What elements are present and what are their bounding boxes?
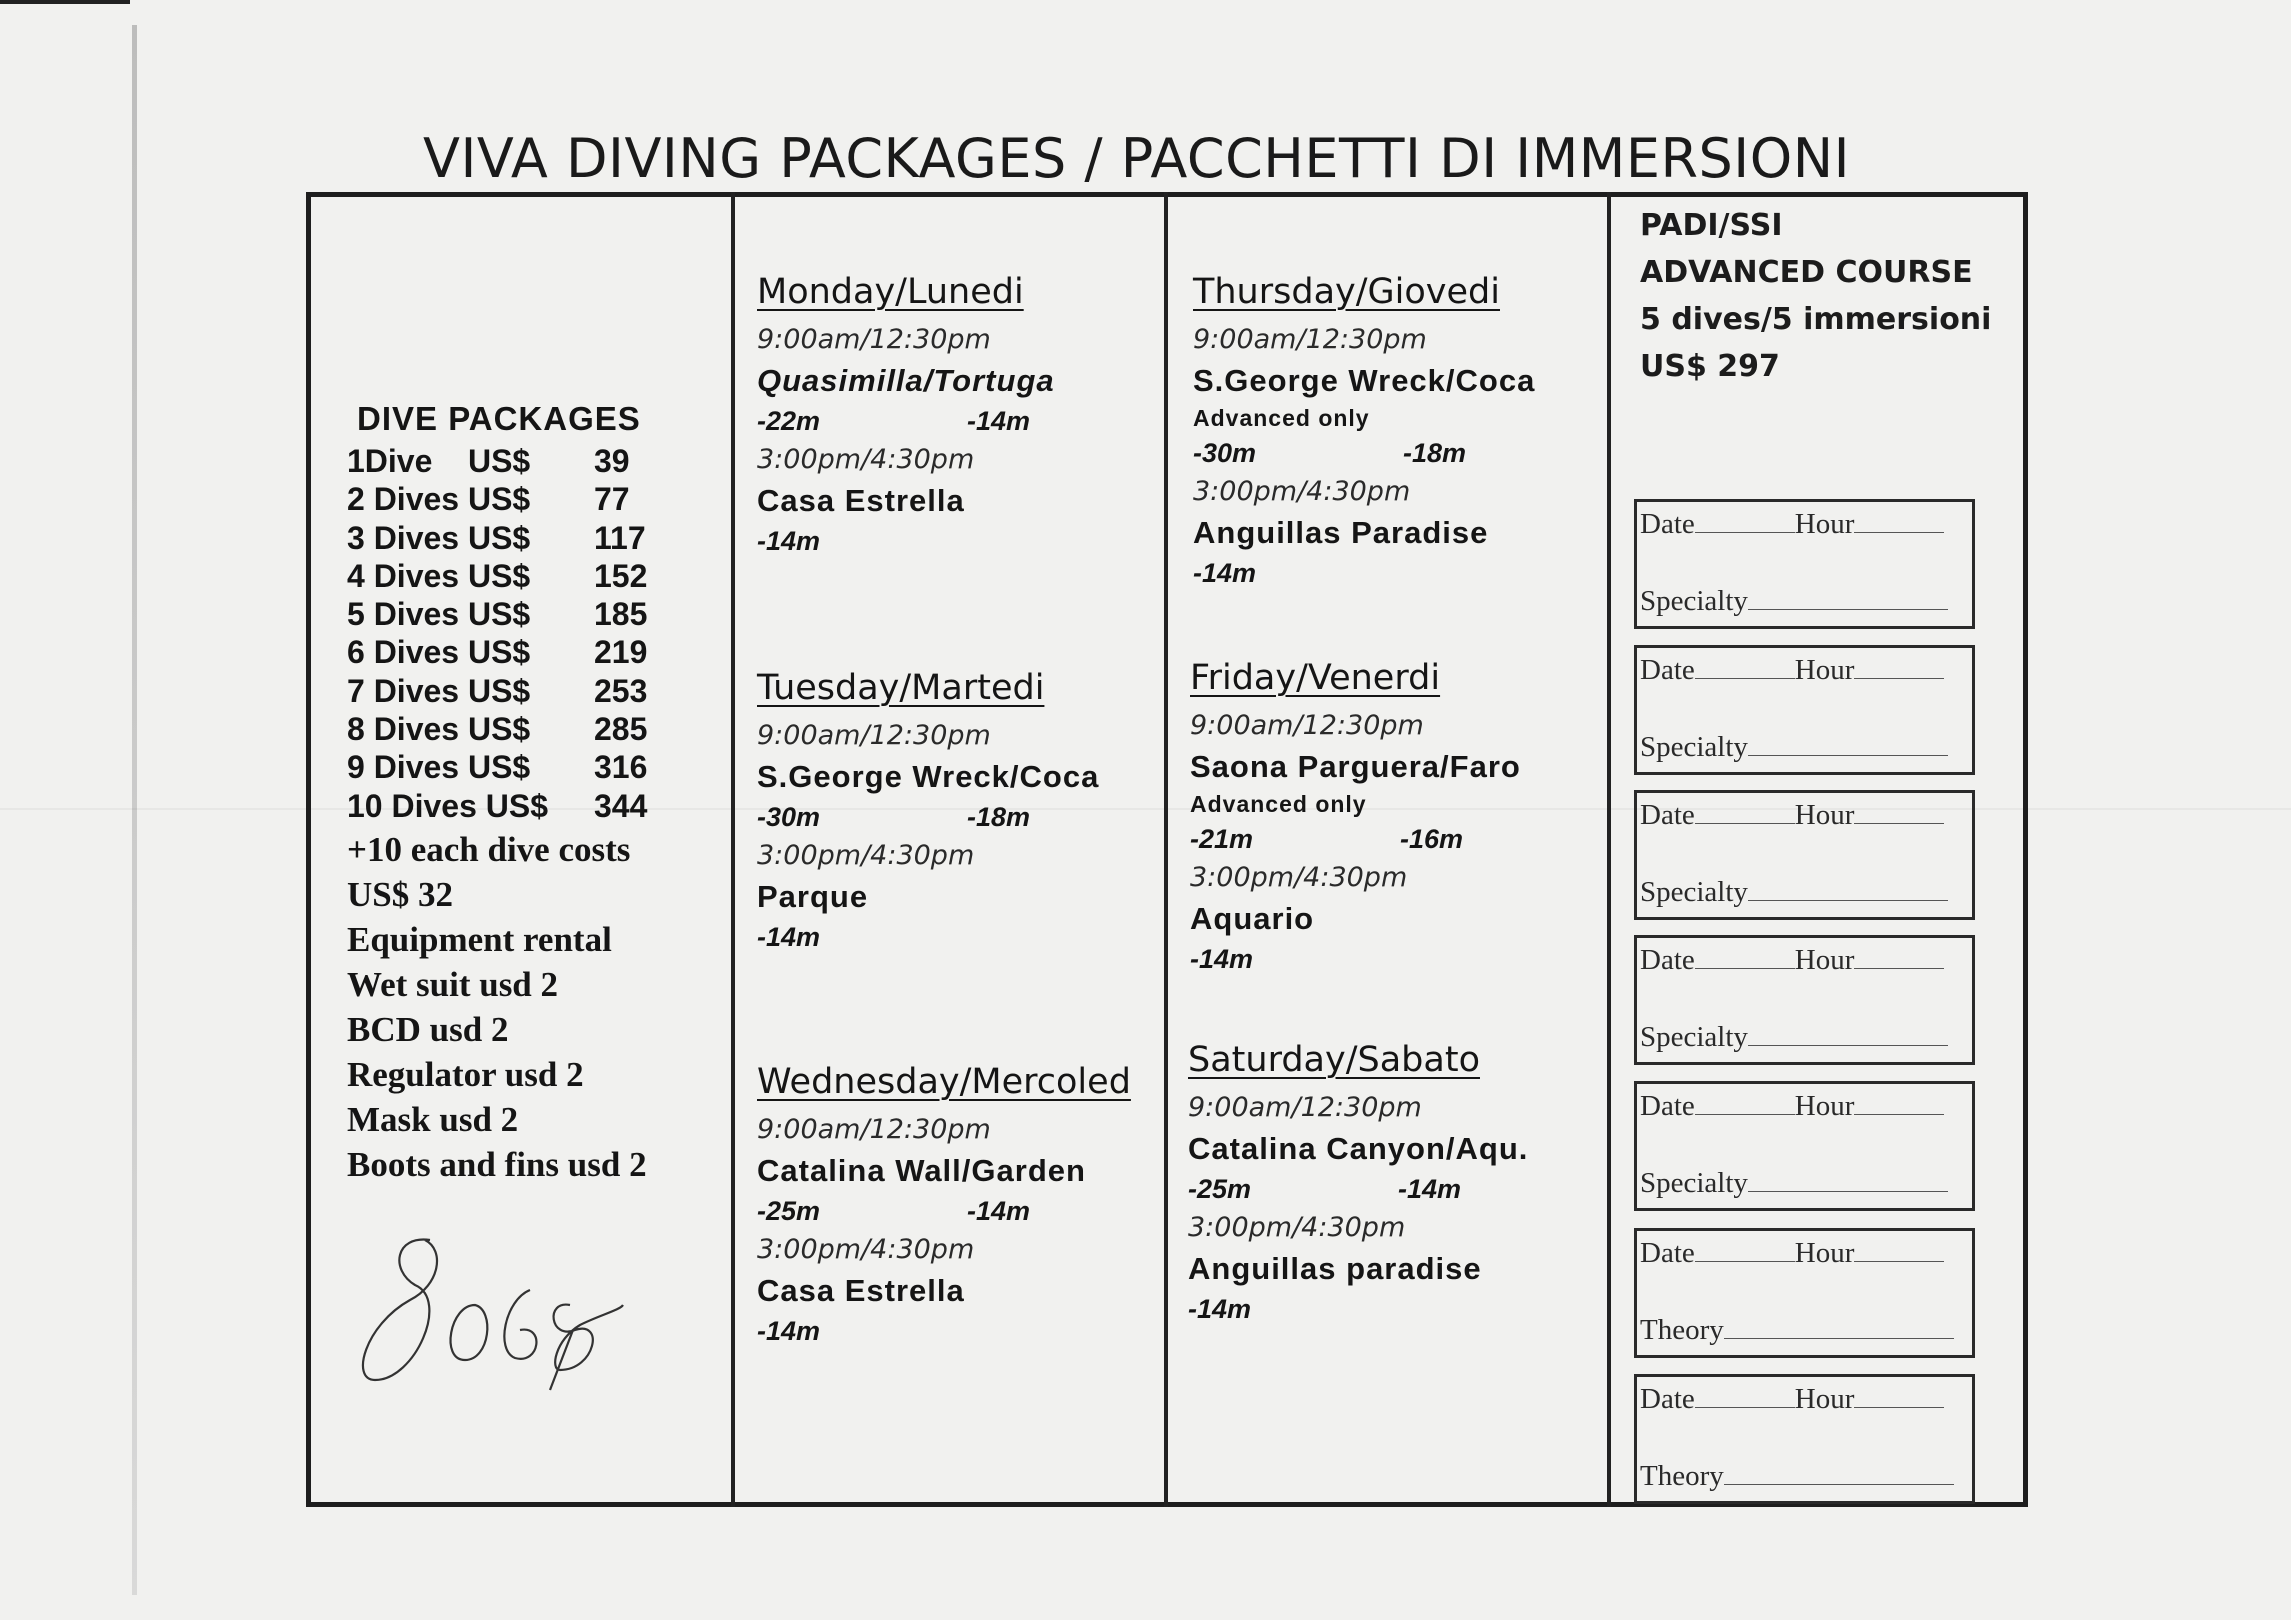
afternoon-time: 3:00pm/4:30pm [1193,476,1411,507]
package-row [347,787,717,825]
depth-first-dive: -25m [757,1196,821,1226]
date-label: Date [1640,1383,1695,1415]
package-row [347,672,717,710]
advanced-course-info [1640,202,1991,390]
package-label: 1Dive US$ [347,443,531,479]
scan-edge-left [132,25,137,1595]
depth-second-dive: -18m [1403,438,1467,468]
afternoon-site: Parque [757,879,869,914]
hour-label: Hour [1794,944,1855,976]
package-price: 77 [594,481,630,518]
morning-time: 9:00am/12:30pm [757,324,991,355]
specialty-label: Specialty [1640,876,1748,908]
package-price: 39 [594,443,630,479]
rental-item: Mask usd 2 [347,1099,519,1139]
morning-site: S.George Wreck/Coca [757,759,1100,794]
package-price: 344 [594,787,648,824]
package-price: 219 [594,634,648,671]
column-divider [731,192,735,1507]
package-row [347,519,717,557]
depth-second-dive: -14m [1398,1174,1462,1204]
morning-depths [1193,434,1535,472]
day-name: Thursday/Giovedi [1193,272,1500,312]
package-price: 117 [594,519,646,556]
theory-label: Theory [1640,1460,1724,1492]
package-label: 2 Dives US$ [347,481,531,518]
afternoon-time: 3:00pm/4:30pm [757,1234,975,1265]
afternoon-depth: -14m [757,922,821,952]
day-schedule-saturday [1188,1040,1528,1328]
day-schedule-tuesday [757,668,1099,956]
day-name: Tuesday/Martedi [757,668,1045,708]
scan-edge-top [0,0,130,4]
package-row [347,748,717,786]
booking-slot [1634,935,1975,1065]
package-price: 316 [594,749,648,786]
hour-label: Hour [1794,799,1855,831]
column-divider [1607,192,1611,1507]
afternoon-depth: -14m [1190,944,1254,974]
package-label: 6 Dives US$ [347,634,531,671]
afternoon-time: 3:00pm/4:30pm [757,444,975,475]
morning-site: Catalina Canyon/Aqu. [1188,1131,1529,1166]
afternoon-depth: -14m [757,1316,821,1346]
column-divider [1164,192,1168,1507]
afternoon-site: Aquario [1190,901,1315,936]
booking-slot [1634,1081,1975,1211]
specialty-label: Specialty [1640,1167,1748,1199]
depth-first-dive: -30m [757,802,821,832]
date-label: Date [1640,1237,1695,1269]
package-label: 5 Dives US$ [347,596,531,633]
specialty-label: Specialty [1640,731,1748,763]
hour-label: Hour [1794,1090,1855,1122]
specialty-label: Specialty [1640,1021,1748,1053]
package-label: 9 Dives US$ [347,749,531,786]
course-dives: 5 dives/5 immersioni [1640,302,1992,337]
afternoon-site: Casa Estrella [757,1273,965,1308]
rental-item: Wet suit usd 2 [347,964,559,1004]
hour-label: Hour [1794,1383,1855,1415]
day-name: Monday/Lunedi [757,272,1024,312]
extra-dive-cost-price: US$ 32 [347,874,453,914]
package-price: 285 [594,711,648,748]
package-label: 3 Dives US$ [347,519,531,556]
afternoon-site: Casa Estrella [757,483,965,518]
advanced-only-note: Advanced only [1190,791,1367,817]
package-row [347,633,717,671]
package-row [347,442,717,480]
date-label: Date [1640,654,1695,686]
morning-site: S.George Wreck/Coca [1193,363,1536,398]
morning-depths [757,402,1055,440]
morning-site: Catalina Wall/Garden [757,1153,1086,1188]
afternoon-depth: -14m [1188,1294,1252,1324]
depth-second-dive: -14m [967,1196,1031,1226]
package-row [347,710,717,748]
morning-site: Saona Parguera/Faro [1190,749,1521,784]
depth-second-dive: -14m [967,406,1031,436]
morning-time: 9:00am/12:30pm [1190,710,1424,741]
afternoon-time: 3:00pm/4:30pm [1188,1212,1406,1243]
advanced-only-note: Advanced only [1193,405,1370,431]
day-name: Wednesday/Mercoled [757,1062,1131,1102]
package-row [347,557,717,595]
morning-depths [757,798,1099,836]
depth-first-dive: -25m [1188,1174,1252,1204]
course-name: ADVANCED COURSE [1640,255,1973,290]
day-schedule-thursday [1193,272,1535,592]
day-name: Saturday/Sabato [1188,1040,1480,1080]
package-row [347,480,717,518]
booking-slot [1634,1228,1975,1358]
hour-label: Hour [1794,1237,1855,1269]
date-label: Date [1640,944,1695,976]
booking-slot [1634,645,1975,775]
page-title: VIVA DIVING PACKAGES / PACCHETTI DI IMMERSIONI [423,127,1851,190]
rental-item: Boots and fins usd 2 [347,1144,647,1184]
morning-time: 9:00am/12:30pm [1193,324,1427,355]
package-price: 253 [594,672,648,709]
afternoon-site: Anguillas paradise [1188,1251,1482,1286]
morning-depths [1188,1170,1528,1208]
booking-slot [1634,790,1975,920]
hour-label: Hour [1794,508,1855,540]
morning-depths [1190,820,1521,858]
packages-heading: DIVE PACKAGES [357,400,641,437]
morning-site: Quasimilla/Tortuga [757,363,1055,398]
depth-first-dive: -30m [1193,438,1257,468]
extra-dive-cost-line: +10 each dive costs [347,829,631,869]
handwritten-signature [355,1230,625,1395]
afternoon-depth: -14m [1193,558,1257,588]
package-price: 185 [594,596,648,633]
course-price: US$ 297 [1640,349,1780,384]
afternoon-site: Anguillas Paradise [1193,515,1489,550]
package-label: 8 Dives US$ [347,711,531,748]
depth-first-dive: -22m [757,406,821,436]
afternoon-time: 3:00pm/4:30pm [757,840,975,871]
theory-label: Theory [1640,1314,1724,1346]
equipment-rental-heading: Equipment rental [347,919,612,959]
depth-second-dive: -18m [967,802,1031,832]
package-label: 10 Dives US$ [347,787,549,824]
specialty-label: Specialty [1640,585,1748,617]
packages-column [347,400,717,1187]
date-label: Date [1640,1090,1695,1122]
day-name: Friday/Venerdi [1190,658,1441,698]
morning-depths [757,1192,1131,1230]
morning-time: 9:00am/12:30pm [1188,1092,1422,1123]
morning-time: 9:00am/12:30pm [757,1114,991,1145]
hour-label: Hour [1794,654,1855,686]
package-label: 7 Dives US$ [347,672,531,709]
rental-item: BCD usd 2 [347,1009,509,1049]
booking-slot [1634,1374,1975,1504]
morning-time: 9:00am/12:30pm [757,720,991,751]
day-schedule-wednesday [757,1062,1131,1350]
depth-first-dive: -21m [1190,824,1254,854]
day-schedule-friday [1190,658,1521,978]
afternoon-depth: -14m [757,526,821,556]
package-price-list [347,442,717,825]
package-price: 152 [594,557,648,594]
depth-second-dive: -16m [1400,824,1464,854]
booking-slot [1634,499,1975,629]
package-label: 4 Dives US$ [347,557,531,594]
course-provider: PADI/SSI [1640,208,1783,243]
day-schedule-monday [757,272,1055,560]
date-label: Date [1640,799,1695,831]
afternoon-time: 3:00pm/4:30pm [1190,862,1408,893]
date-label: Date [1640,508,1695,540]
rental-item: Regulator usd 2 [347,1054,584,1094]
package-row [347,595,717,633]
